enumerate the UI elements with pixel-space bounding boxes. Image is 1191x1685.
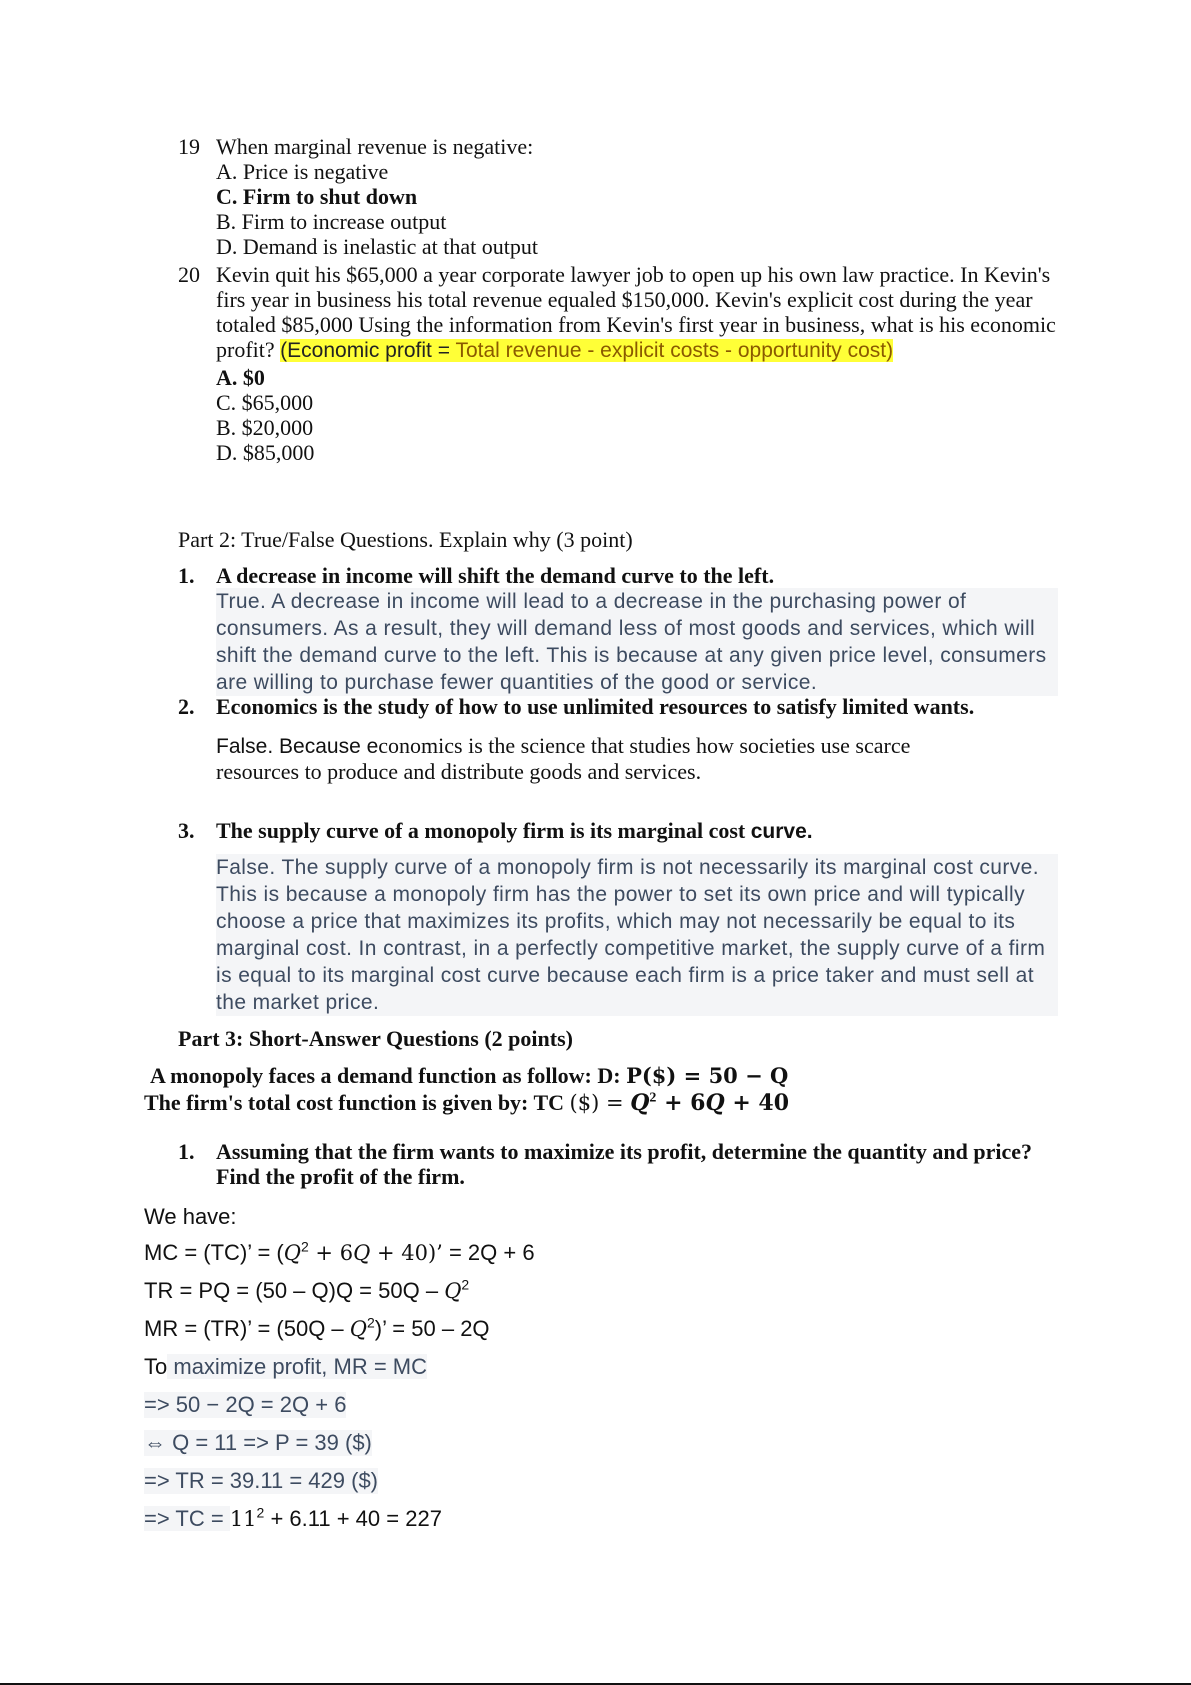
option-b: B. $20,000: [216, 415, 314, 440]
short-answer-question-1: [178, 1139, 1038, 1189]
tf-answer: False. Because economics is the science that studies how societies use scarce resources to produce and distribute goods and services.: [216, 733, 911, 784]
solution-step-2: ⇔ Q = 11 => P = 39 ($): [144, 1430, 372, 1455]
demand-function: A monopoly faces a demand function as follow: D: P($) = 50 − Q: [150, 1063, 789, 1088]
question-stem: Kevin quit his $65,000 a year corporate lawyer job to open up his own law practice. In Kevin's firs year in business his total revenue equaled $150,000. Kevin's explicit cost during the year totaled $85,000 Using the information from Kevin's first year in business, what is his economic profit?: [216, 262, 1056, 362]
part3-heading: Part 3: Short-Answer Questions (2 points): [178, 1026, 573, 1051]
tf-answer: True. A decrease in income will lead to a decrease in the purchasing power of consumers. As a result, they will demand less of most goods and services, which will shift the demand curve to the left. This is because at any given price level, consumers are willing to purchase fewer quantities of the good or service.: [216, 588, 1058, 696]
solution-tr: TR = PQ = $(50 - Q)Q = 50Q - Q^2$: [144, 1276, 470, 1303]
item-number: 2.: [178, 694, 195, 719]
part2-heading: Part 2: True/False Questions. Explain why (3 point): [178, 527, 633, 552]
question-number: 20: [178, 262, 200, 287]
option-a-answer: A. $0: [216, 365, 265, 390]
question-20: [178, 262, 1058, 465]
option-d: D. Demand is inelastic at that output: [216, 234, 538, 259]
item-number: 3.: [178, 818, 195, 843]
tf-question: A decrease in income will shift the demand curve to the left.: [216, 563, 775, 588]
tf-item-2: [178, 694, 978, 784]
tf-item-1: [178, 563, 1058, 696]
question-text: Assuming that the firm wants to maximize its profit, determine the quantity and price? Find the profit of the firm.: [216, 1139, 1032, 1189]
question-number: 19: [178, 134, 200, 159]
solution-step-3: => TR = 39.11 = 429 ($): [144, 1468, 379, 1493]
solution-mc: MC = (TC)’ = $(Q^2 + 6Q + 40)$’ = 2Q + 6: [144, 1238, 535, 1265]
option-b: B. Firm to increase output: [216, 209, 447, 234]
solution-step-1: => 50 − 2Q = 2Q + 6: [144, 1392, 347, 1417]
solution-step-4: => TC = $11^2 + 6.11 + 40 = 227$: [144, 1504, 442, 1531]
equivalence-icon: ⇔: [144, 1430, 166, 1455]
highlighted-hint: (Economic profit = Total revenue - explicit costs - opportunity cost): [280, 339, 894, 362]
solution-mr: MR = (TR)’ = $(50Q - Q^2)$’ = 50 – 2Q: [144, 1314, 490, 1341]
option-c: C. $65,000: [216, 390, 314, 415]
option-d: D. $85,000: [216, 440, 315, 465]
tf-answer: False. The supply curve of a monopoly firm is not necessarily its marginal cost curve. This is because a monopoly firm has the power to set its own price and will typically choose a price that maximizes its profits, which may not necessarily be equal to its marginal cost. In contrast, in a perfectly competitive market, the supply curve of a firm is equal to its marginal cost curve because each firm is a price taker and must sell at the market price.: [216, 854, 1058, 1016]
cost-function: The firm's total cost function is given by: TC ($) = $Q^2 + 6Q + 40$: [144, 1090, 790, 1116]
item-number: 1.: [178, 563, 195, 588]
option-c-answer: C. Firm to shut down: [216, 184, 418, 209]
option-a: A. Price is negative: [216, 159, 389, 184]
question-stem: When marginal revenue is negative:: [216, 134, 534, 159]
solution-maximize: To maximize profit, MR = MC: [144, 1354, 428, 1379]
item-number: 1.: [178, 1139, 195, 1164]
question-19: [178, 134, 1078, 259]
solution-we-have: We have:: [144, 1204, 237, 1229]
tf-question: The supply curve of a monopoly firm is its marginal cost curve.: [216, 818, 813, 843]
tf-question: Economics is the study of how to use unlimited resources to satisfy limited wants.: [216, 694, 975, 719]
tf-item-3: [178, 818, 1058, 1016]
